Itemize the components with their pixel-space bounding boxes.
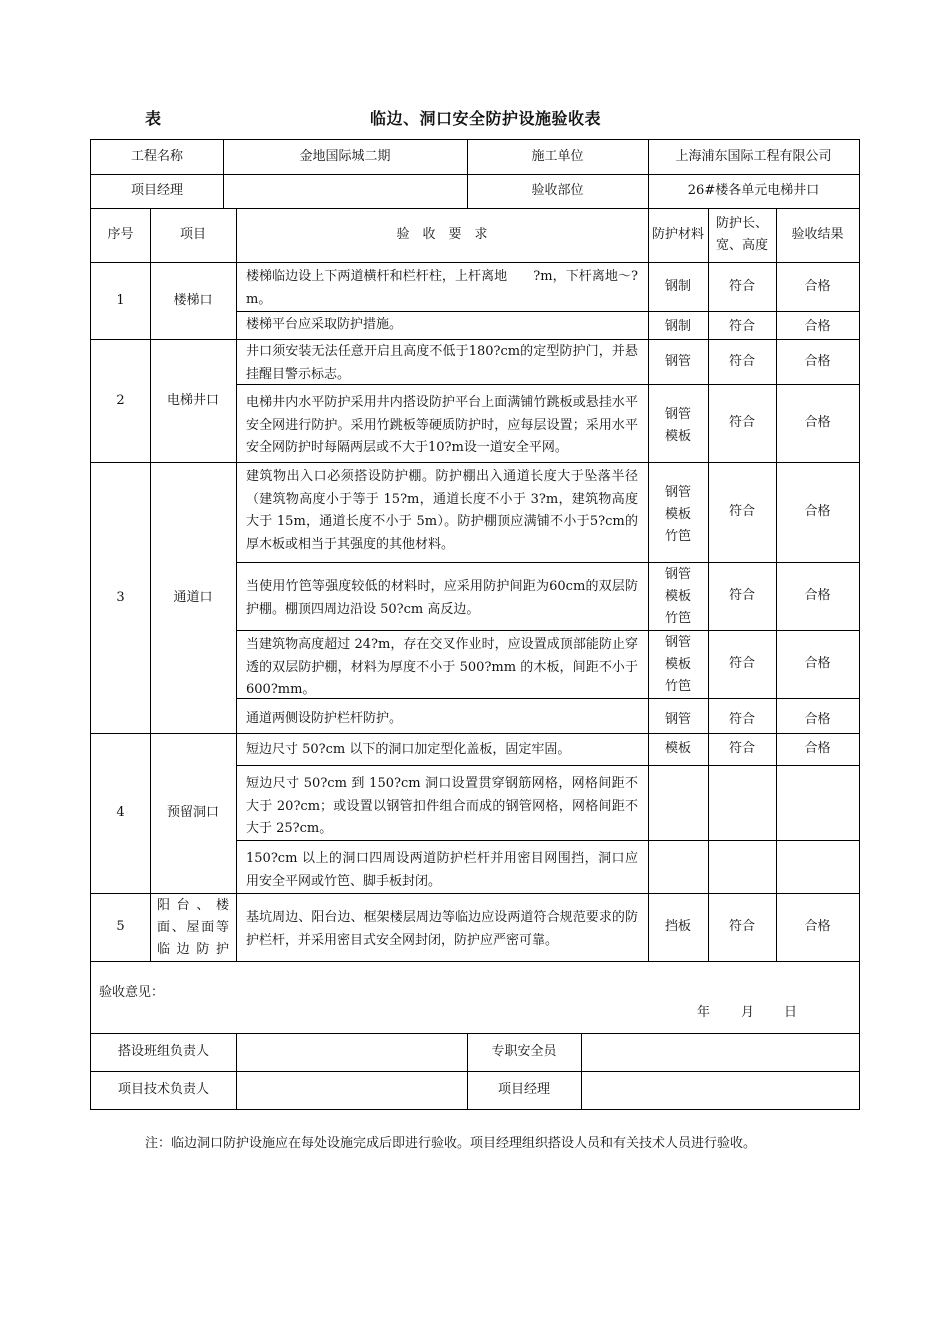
col-divider [236, 1033, 237, 1109]
opinion-month-label: 月 [741, 1005, 755, 1020]
result-cell: 合格 [804, 318, 831, 334]
result-cell: 合格 [804, 656, 831, 671]
result-cell [776, 765, 859, 840]
dimension-cell: 符合 [728, 588, 755, 603]
material-cell: 模板 [664, 741, 691, 756]
inspection-part-value: 26#楼各单元电梯井口 [687, 183, 820, 198]
opinion-day-label: 日 [784, 1005, 798, 1020]
dimension-cell: 符合 [728, 656, 755, 671]
section-no: 5 [116, 919, 125, 934]
material-cell [648, 765, 708, 840]
section-no: 3 [116, 589, 125, 605]
opinion-label: 验收意见： [99, 985, 165, 1000]
section-item: 楼梯口 [173, 292, 213, 308]
material-cell: 钢管 [664, 353, 691, 369]
table-number-label: 表 [145, 109, 162, 128]
column-header-item: 项目 [179, 227, 206, 242]
material-cell [648, 840, 708, 893]
material-cell: 钢管 模板 竹笆 [664, 567, 691, 626]
dimension-cell: 符合 [728, 318, 755, 334]
contractor-value: 上海浦东国际工程有限公司 [675, 149, 832, 164]
dimension-cell: 符合 [728, 353, 755, 369]
dimension-cell: 符合 [728, 278, 755, 294]
material-cell: 钢管 模板 竹笆 [664, 635, 691, 694]
requirement-text: 短边尺寸 50?cm 以下的洞口加定型化盖板，固定牢固。 [246, 742, 571, 757]
column-header-dimensions: 防护长、宽、高度 [715, 216, 768, 253]
column-header-no: 序号 [107, 227, 134, 242]
dimension-cell [708, 840, 776, 893]
row-divider [91, 961, 859, 962]
contractor-label: 施工单位 [531, 149, 584, 164]
tech-leader-label: 项目技术负责人 [117, 1082, 209, 1097]
section-no: 4 [116, 805, 125, 820]
footnote: 注：临边洞口防护设施应在每处设施完成后即进行验收。项目经理组织搭设人员和有关技术人员进行验收。 [145, 1136, 757, 1151]
inspection-part-label: 验收部位 [531, 183, 584, 198]
safety-officer-label: 专职安全员 [491, 1044, 557, 1059]
dimension-cell [708, 765, 776, 840]
dimension-cell: 符合 [728, 504, 755, 519]
result-cell: 合格 [804, 711, 831, 727]
requirement-text: 基坑周边、阳台边、框架楼层周边等临边应设两道符合规范要求的防护栏杆，并采用密目式安全网封闭，防护应严密可靠。 [246, 910, 638, 948]
material-cell: 钢制 [664, 278, 691, 294]
column-header-material: 防护材料 [651, 227, 704, 242]
column-header-result: 验收结果 [791, 227, 844, 242]
requirement-text: 楼梯临边设上下两道横杆和栏杆柱，上杆离地 ?m，下杆离地～?m。 [246, 269, 638, 307]
project-manager-sign-label: 项目经理 [497, 1082, 550, 1097]
page-title: 临边、洞口安全防护设施验收表 [370, 109, 602, 128]
project-name-label: 工程名称 [130, 149, 183, 164]
team-leader-label: 搭设班组负责人 [117, 1044, 209, 1059]
result-cell [776, 840, 859, 893]
requirement-text: 150?cm 以上的洞口四周设两道防护栏杆并用密目网围挡，洞口应用安全平网或竹笆、脚手板封闭。 [246, 851, 638, 889]
dimension-cell: 符合 [728, 919, 755, 934]
requirement-text: 短边尺寸 50?cm 到 150?cm 洞口设置贯穿钢筋网格，网格间距不大于 20?cm；或设置以钢管扣件组合而成的钢管网格，网格间距不大于 25?cm。 [246, 776, 638, 836]
dimension-cell: 符合 [728, 415, 755, 430]
col-divider [581, 1033, 582, 1109]
result-cell: 合格 [804, 415, 831, 430]
section-no: 1 [116, 292, 125, 308]
section-no: 2 [116, 392, 125, 408]
project-name-value: 金地国际城二期 [299, 149, 391, 164]
requirement-text: 楼梯平台应采取防护措施。 [246, 317, 403, 332]
project-manager-label: 项目经理 [130, 183, 183, 198]
section-item: 预留洞口 [166, 805, 219, 820]
section-item: 通道口 [173, 589, 213, 605]
material-cell: 钢管 [664, 711, 691, 727]
inspection-form-table [90, 139, 860, 1110]
requirement-text: 井口须安装无法任意开启且高度不低于180?cm的定型防护门，并悬挂醒目警示标志。 [246, 344, 638, 382]
result-cell: 合格 [804, 353, 831, 369]
material-cell: 钢管 模板 [664, 407, 691, 444]
result-cell: 合格 [804, 741, 831, 756]
requirement-text: 建筑物出入口必须搭设防护棚。防护棚出入通道长度大于坠落半径（建筑物高度小于等于 15?m，通道长度不小于 3?m，建筑物高度大于 15m，通道长度不小于 5m）。防护棚顶应满铺不小于5?cm的厚木板或相当于其强度的其他材料。 [246, 469, 638, 552]
result-cell: 合格 [804, 278, 831, 294]
requirement-text: 当建筑物高度超过 24?m，存在交叉作业时，应设置成顶部能防止穿透的双层防护棚，材料为厚度不小于 500?mm 的木板，间距不小于 600?mm。 [246, 637, 638, 697]
result-cell: 合格 [804, 588, 831, 603]
requirement-text: 电梯井内水平防护采用井内搭设防护平台上面满铺竹跳板或悬挂水平安全网进行防护。采用竹跳板等硬质防护时，应每层设置；采用水平安全网防护时每隔两层或不大于10?m设一道安全平网。 [246, 395, 638, 455]
section-item: 阳台、楼面、屋面等临边防护 [157, 898, 229, 957]
dimension-cell: 符合 [728, 711, 755, 727]
opinion-year-label: 年 [697, 1005, 711, 1020]
material-cell: 钢制 [664, 318, 691, 334]
material-cell: 钢管 模板 竹笆 [664, 485, 691, 544]
result-cell: 合格 [804, 504, 831, 519]
project-manager-value [223, 174, 467, 208]
material-cell: 挡板 [664, 919, 691, 934]
dimension-cell: 符合 [728, 741, 755, 756]
requirement-text: 通道两侧设防护栏杆防护。 [246, 711, 403, 726]
section-item: 电梯井口 [166, 392, 219, 408]
requirement-text: 当使用竹笆等强度较低的材料时，应采用防护间距为60cm的双层防护棚。棚顶四周边沿设 50?cm 高反边。 [246, 579, 638, 617]
column-header-requirements: 验 收 要 求 [396, 227, 488, 242]
result-cell: 合格 [804, 919, 831, 934]
